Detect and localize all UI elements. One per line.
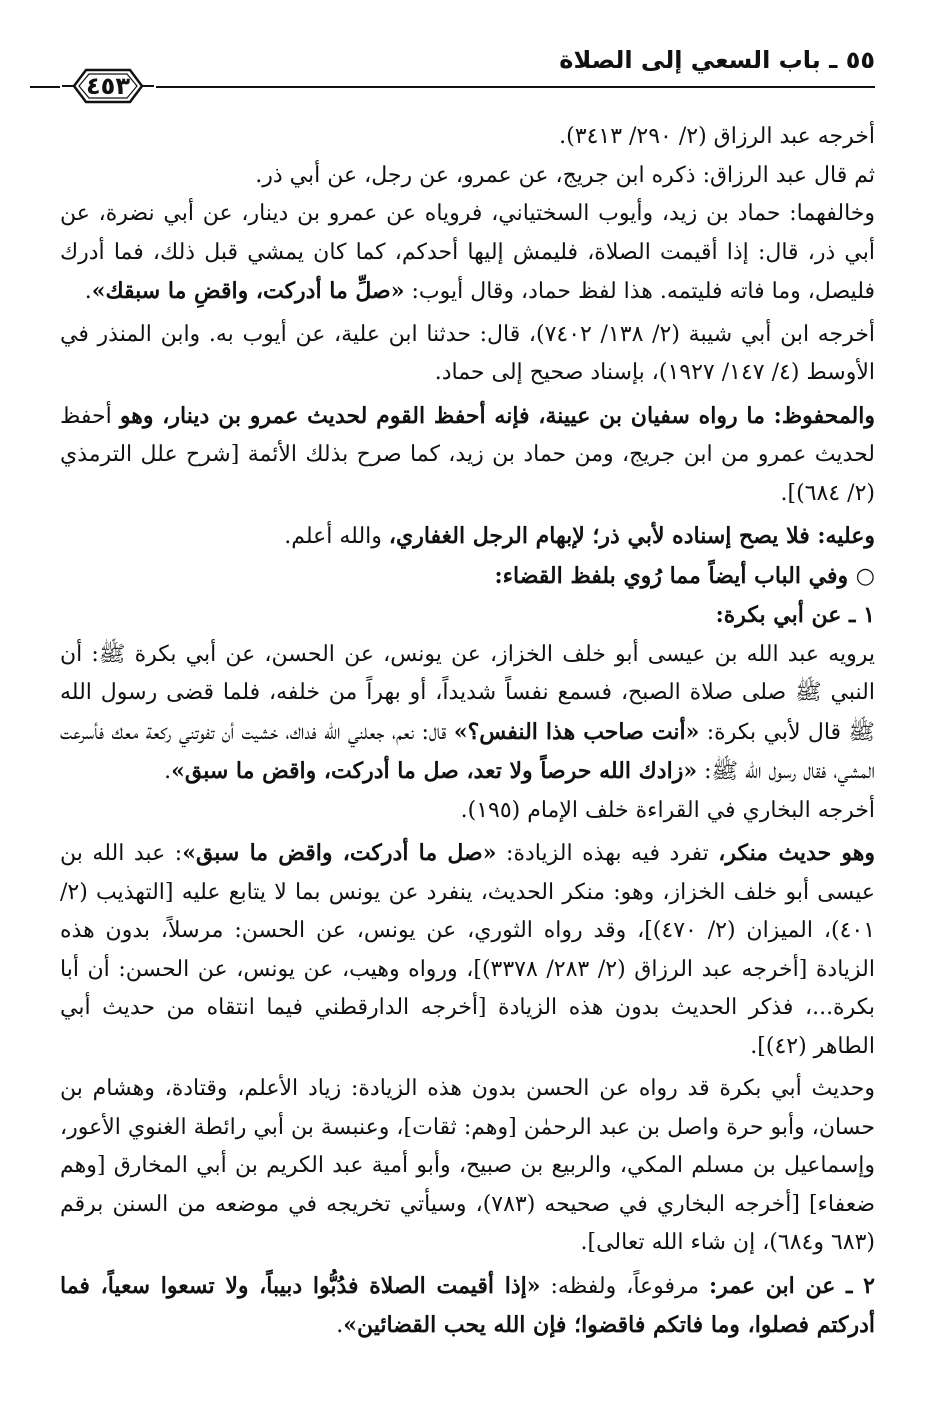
book-page xyxy=(60,38,875,1368)
page-body xyxy=(60,118,875,1346)
ruling-text: والمحفوظ: ما رواه سفيان بن عيينة، فإنه أحفظ القوم لحديث عمرو بن دينار، وهو xyxy=(119,402,875,429)
paragraph-text: وخالفهما: حماد بن زيد، وأيوب السختياني، فروياه عن عمرو بن دينار، عن أبي نضرة، عن أبي ذر، قال: إذا أقيمت الصلاة، فليمش إليها أحدكم، كما كان يمشي قبل ذلك، فما أدرك فليصل، وما فاته فليتمه. هذا لفظ حماد، وقال أيوب: xyxy=(60,201,875,304)
header-rule xyxy=(30,86,60,88)
paragraph xyxy=(60,118,875,157)
paragraph-text: أحفظ لحديث عمرو من ابن جريج، ومن حماد بن زيد، كما صرح بذلك الأئمة [شرح علل الترمذي (٢/ ٦٨٤)]. xyxy=(60,403,875,506)
paragraph xyxy=(60,195,875,312)
paragraph xyxy=(60,1070,875,1263)
paragraph xyxy=(60,792,875,831)
paragraph-text: والله أعلم. xyxy=(284,524,389,549)
paragraph xyxy=(60,397,875,514)
paragraph-text: أخرجه ابن أبي شيبة (٢/ ١٣٨/ ٧٤٠٢)، قال: حدثنا ابن علية، عن أيوب به. وابن المنذر في الأوسط (٤/ ١٤٧/ ١٩٢٧)، بإسناد صحيح إلى حماد. xyxy=(60,321,876,385)
subsection-heading xyxy=(60,596,875,636)
ruling-text: وعليه: فلا يصح إسناده لأبي ذر؛ لإبهام الرجل الغفاري، xyxy=(388,523,875,549)
hadith-quote: «صل ما أدركت، واقض ما سبق» xyxy=(182,840,497,866)
subsection-heading-text: ١ ـ عن أبي بكرة: xyxy=(715,602,875,628)
page-number-badge xyxy=(60,64,156,108)
paragraph-text: يرويه عبد الله بن عيسى أبو خلف الخزاز، عن يونس، عن الحسن، عن أبي بكرة ﷺ: أن النبي ﷺ صلى صلاة الصبح، فسمع نفساً شديداً، أو بهراً من خلفه، فلما قضى رسول الله ﷺ قال لأبي بكرة: xyxy=(60,641,875,745)
ruling-text: وهو حديث منكر، xyxy=(718,840,876,866)
running-title: ٥٥ ـ باب السعي إلى الصلاة xyxy=(559,46,875,74)
paragraph-text: ثم قال عبد الرزاق: ذكره ابن جريج، عن عمرو، عن رجل، عن أبي ذر. xyxy=(255,162,875,188)
hadith-quote: «زادك الله حرصاً ولا تعد، صل ما أدركت، واقض ما سبق» xyxy=(171,758,698,784)
paragraph-text: مرفوعاً، ولفظه: xyxy=(540,1273,710,1299)
paragraph-text: . xyxy=(84,279,92,304)
paragraph-text: قال: نعم، جعلني الله فداك، خشيت أن تفوتني ركعة معك فأسرعت المشي، فقال رسول الله ﷺ: xyxy=(60,719,875,784)
paragraph-text: : عبد الله بن عيسى أبو خلف الخزاز، وهو: منكر الحديث، ينفرد عن يونس بما لا يتابع عليه [التهذيب (٢/ ٤٠١)، الميزان (٢/ ٤٧٠)]، وقد رواه الثوري، عن يونس، عن الحسن: مرسلاً، بدون هذه الزيادة [أخرجه عبد الرزاق (٢/ ٢٨٣/ ٣٣٧٨)]، ورواه وهيب، عن يونس، عن الحسن: أن أبا بكرة...، فذكر الحديث بدون هذه الزيادة [أخرجه الدارقطني فيما انتقاه من حديث أبي الطاهر (٤٢)]. xyxy=(60,841,876,1059)
paragraph-text: تفرد فيه بهذه الزيادة: xyxy=(496,841,719,866)
paragraph-text: وحديث أبي بكرة قد رواه عن الحسن بدون هذه الزيادة: زياد الأعلم، وقتادة، وهشام بن حسان، وأبو حرة واصل بن عبد الرحمٰن [وهم: ثقات]، وعنبسة بن أبي رائطة الغنوي الأعور، وإسماعيل بن مسلم المكي، والربيع بن صبيح، وأبو أمية عبد الكريم بن أبي المخارق [وهم ضعفاء] [أخرجه البخاري في صحيحه (٧٨٣)، وسيأتي تخريجه في موضعه من السنن برقم (٦٨٣ و٦٨٤)، إن شاء الله تعالى]. xyxy=(60,1076,875,1255)
paragraph-text: أخرجه عبد الرزاق (٢/ ٢٩٠/ ٣٤١٣). xyxy=(559,124,875,149)
hadith-quote: «أنت صاحب هذا النفس؟» xyxy=(453,718,700,745)
section-heading-text: ○ وفي الباب أيضاً مما رُوي بلفظ القضاء: xyxy=(494,562,875,589)
paragraph xyxy=(60,636,875,792)
section-heading xyxy=(60,557,875,597)
page-header xyxy=(60,38,875,100)
subsection-heading-text: ٢ ـ عن ابن عمر: xyxy=(709,1272,875,1299)
paragraph xyxy=(60,157,875,196)
page-number: ٤٥٣ xyxy=(86,72,130,100)
hadith-quote: «صلِّ ما أدركت، واقضِ ما سبقك» xyxy=(91,278,405,304)
paragraph xyxy=(60,316,875,393)
paragraph-text: . xyxy=(336,1313,344,1338)
hadith-quote: «إذا أقيمت الصلاة فدُبُّوا دبيباً، ولا تسعوا سعياً، فما أدركتم فصلوا، وما فاتكم فاقضوا؛ فإن الله يحب القضائين» xyxy=(60,1272,875,1338)
paragraph xyxy=(60,1267,875,1346)
paragraph xyxy=(60,834,875,1066)
paragraph xyxy=(60,517,875,557)
paragraph-text: أخرجه البخاري في القراءة خلف الإمام (١٩٥). xyxy=(460,797,875,823)
paragraph-text: . xyxy=(164,759,172,784)
